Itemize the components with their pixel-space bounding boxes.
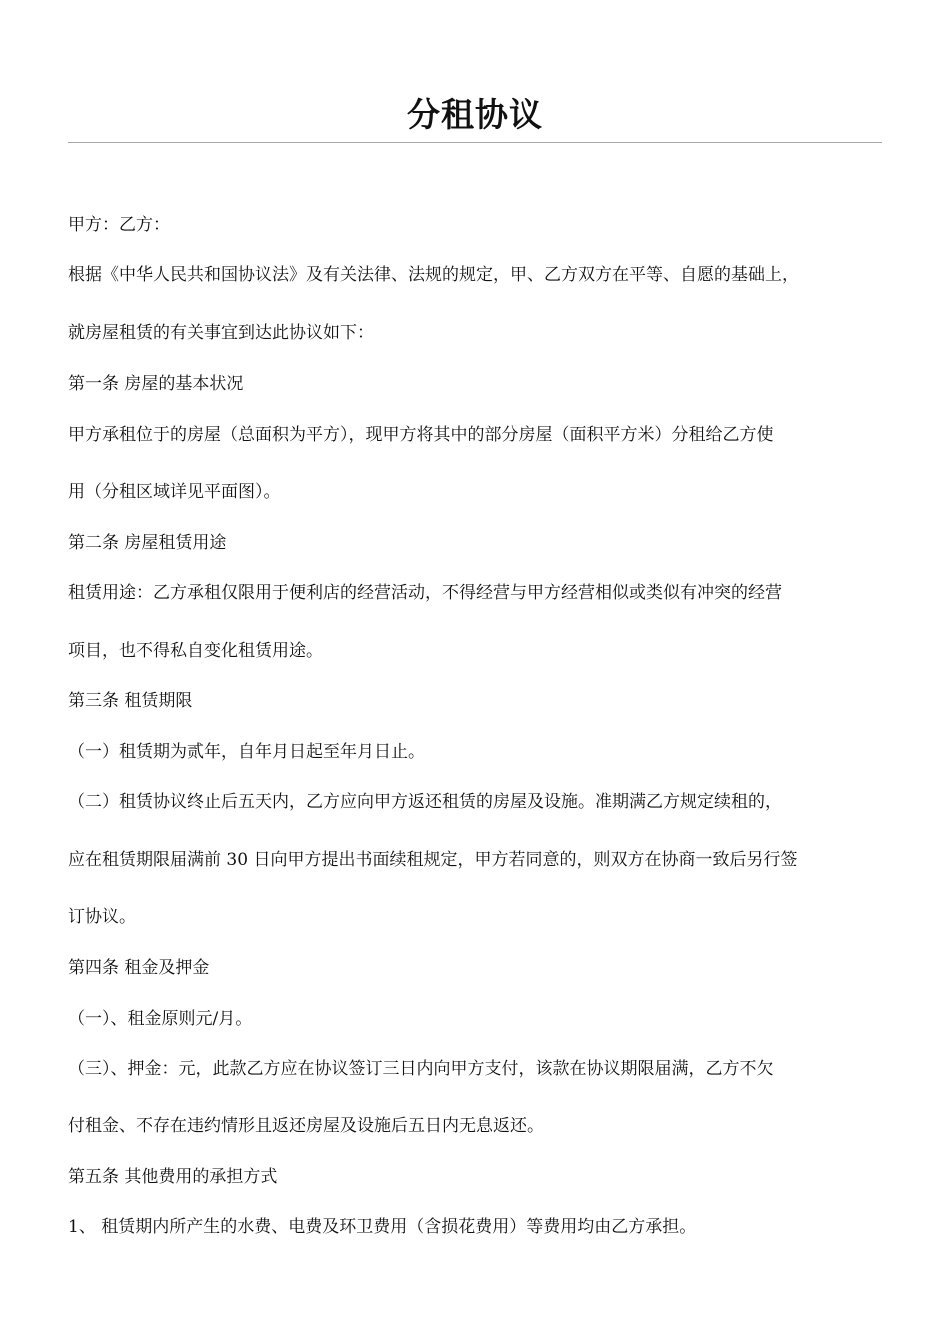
article-3-heading: 第三条 租赁期限	[68, 691, 193, 711]
article-5-heading: 第五条 其他费用的承担方式	[68, 1167, 278, 1187]
preamble-line-2: 就房屋租赁的有关事宜到达此协议如下：	[68, 323, 374, 343]
article-2-text-2: 项目，也不得私自变化租赁用途。	[68, 641, 323, 661]
article-4-heading: 第四条 租金及押金	[68, 958, 210, 978]
article-4-clause-3-b: 付租金、不存在违约情形且返还房屋及设施后五日内无息返还。	[68, 1116, 544, 1136]
article-3-clause-2-c: 订协议。	[68, 907, 136, 927]
article-1-heading: 第一条 房屋的基本状况	[68, 374, 244, 394]
document-title: 分租协议	[407, 95, 543, 134]
article-4-clause-1: （一）、租金原则元/月。	[68, 1009, 253, 1029]
article-5-clause-1: 1、 租赁期内所产生的水费、电费及环卫费用（含损花费用）等费用均由乙方承担。	[68, 1217, 697, 1237]
article-1-text-2: 用（分租区域详见平面图）。	[68, 482, 281, 502]
article-3-clause-2-a: （二）租赁协议终止后五天内，乙方应向甲方返还租赁的房屋及设施。准期满乙方规定续租的，	[68, 792, 782, 812]
article-3-clause-2-b: 应在租赁期限届满前 30 日向甲方提出书面续租规定，甲方若同意的，则双方在协商一致后另行签	[68, 850, 798, 870]
article-1-text-1: 甲方承租位于的房屋（总面积为平方），现甲方将其中的部分房屋（面积平方米）分租给乙方使	[68, 425, 774, 445]
preamble-line-1: 根据《中华人民共和国协议法》及有关法律、法规的规定，甲、乙方双方在平等、自愿的基础上，	[68, 265, 799, 285]
title-divider	[68, 142, 882, 143]
party-line: 甲方：乙方：	[68, 215, 170, 235]
article-2-text-1: 租赁用途：乙方承租仅限用于便利店的经营活动，不得经营与甲方经营相似或类似有冲突的经营	[68, 583, 782, 603]
article-4-clause-3-a: （三）、押金：元，此款乙方应在协议签订三日内向甲方支付，该款在协议期限届满，乙方不欠	[68, 1059, 774, 1079]
article-3-clause-1: （一）租赁期为贰年，自年月日起至年月日止。	[68, 742, 425, 762]
article-2-heading: 第二条 房屋租赁用途	[68, 533, 227, 553]
